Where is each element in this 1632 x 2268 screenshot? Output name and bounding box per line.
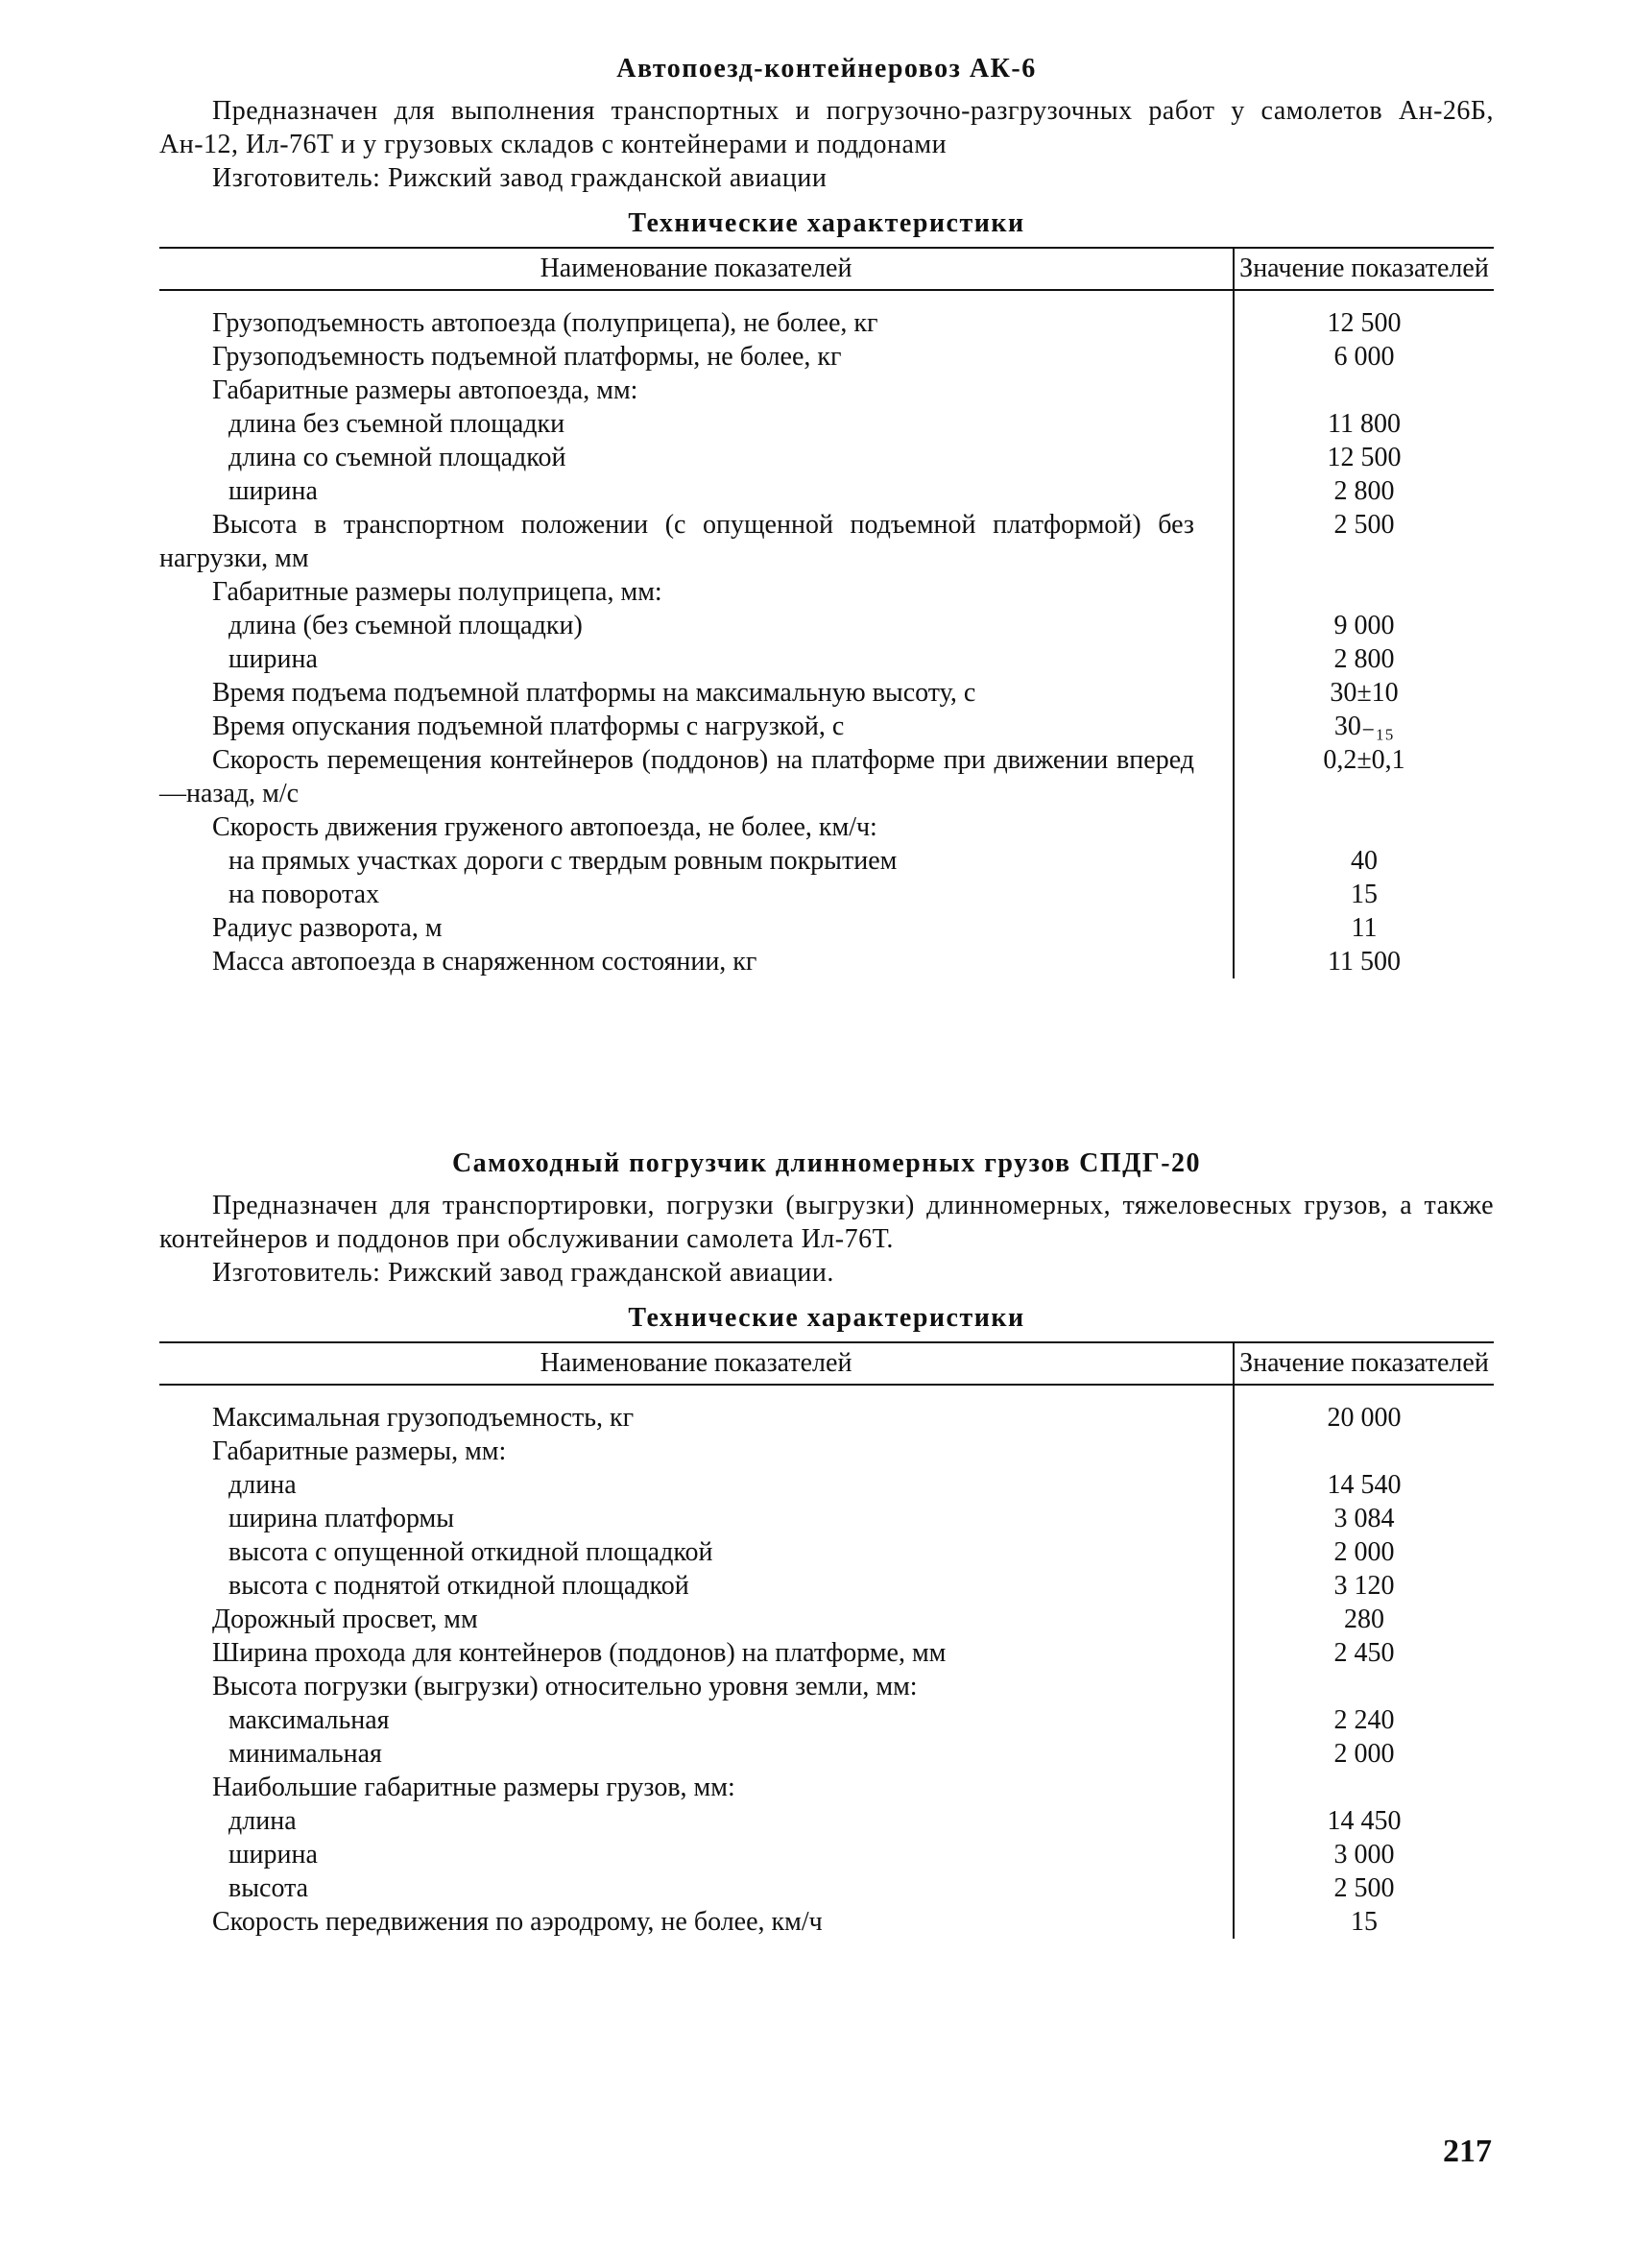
table-row (159, 1737, 1494, 1771)
table-row (159, 810, 1494, 844)
row-name-cell (159, 1905, 1234, 1939)
row-name: высота с поднятой откидной площадкой (228, 1571, 689, 1601)
row-value: 40 (1234, 844, 1494, 878)
table-row (159, 1535, 1494, 1569)
row-value: 15 (1234, 878, 1494, 911)
purpose-text-spdg20: Предназначен для транспортировки, погрузки (выгрузки) длинномерных, тяжеловесных грузов, а также контейнеров и поддонов при обслуживании самолета Ил-76Т. (159, 1191, 1494, 1254)
row-value: 30±10 (1234, 676, 1494, 710)
row-name: Максимальная грузоподъемность, кг (212, 1403, 635, 1433)
row-name: длина (без съемной площадки) (228, 611, 583, 640)
row-name: на прямых участках дороги с твердым ровным покрытием (228, 846, 898, 876)
row-name-cell (159, 1636, 1234, 1670)
row-value: 2 240 (1234, 1703, 1494, 1737)
row-name: Высота в транспортном положении (с опущенной подъемной платформой) без нагрузки, мм (159, 510, 1194, 573)
row-name: Габаритные размеры автопоезда, мм: (212, 375, 638, 405)
row-name: Время опускания подъемной платформы с нагрузкой, с (212, 712, 845, 741)
row-name-cell (159, 642, 1234, 676)
table-caption-ak6: Технические характеристики (628, 208, 1025, 238)
column-header-name: Наименование показателей (540, 1348, 852, 1378)
table-row (159, 1670, 1494, 1703)
row-name: Габаритные размеры, мм: (212, 1436, 507, 1466)
row-name-cell (159, 290, 1234, 340)
row-name-cell (159, 1535, 1234, 1569)
row-name-cell (159, 1603, 1234, 1636)
row-name: Грузоподъемность подъемной платформы, не более, кг (212, 342, 842, 372)
row-value (1234, 575, 1494, 609)
row-name-cell (159, 1771, 1234, 1804)
row-value (1234, 810, 1494, 844)
row-value: 11 800 (1234, 407, 1494, 441)
row-name-cell (159, 575, 1234, 609)
row-value: 20 000 (1234, 1385, 1494, 1435)
row-name-cell (159, 810, 1234, 844)
row-value: 2 800 (1234, 474, 1494, 508)
purpose-text-ak6: Предназначен для выполнения транспортных и погрузочно-разгрузочных работ у самолетов Ан-26Б, Ан-12, Ил-76Т и у грузовых складов с контейнерами и поддонами (159, 96, 1494, 159)
row-name-cell (159, 1737, 1234, 1771)
row-value: 30₋₁₅ (1234, 710, 1494, 743)
table-row (159, 374, 1494, 407)
manufacturer-text-spdg20: Изготовитель: Рижский завод гражданской авиации. (212, 1258, 834, 1288)
table-row (159, 1435, 1494, 1468)
table-row (159, 290, 1494, 340)
row-value: 2 500 (1234, 508, 1494, 575)
row-name: Наибольшие габаритные размеры грузов, мм: (212, 1773, 735, 1802)
page-number: 217 (1443, 2134, 1492, 2169)
table-row (159, 844, 1494, 878)
table-caption-spdg20: Технические характеристики (628, 1303, 1025, 1333)
table-row (159, 642, 1494, 676)
table-row (159, 508, 1494, 575)
table-row (159, 1703, 1494, 1737)
section-title-spdg20: Самоходный погрузчик длинномерных грузов СПДГ-20 (451, 1148, 1202, 1178)
row-name: длина (228, 1470, 297, 1500)
row-name-cell (159, 340, 1234, 374)
row-name: Масса автопоезда в снаряженном состоянии, кг (212, 947, 757, 977)
row-name: ширина платформы (228, 1504, 455, 1533)
row-value: 14 450 (1234, 1804, 1494, 1838)
row-name-cell (159, 609, 1234, 642)
row-value: 3 120 (1234, 1569, 1494, 1603)
row-value: 3 000 (1234, 1838, 1494, 1871)
row-name: длина со съемной площадкой (228, 443, 566, 472)
section-title-ak6: Автопоезд-контейнеровоз АК-6 (616, 54, 1037, 84)
table-row (159, 676, 1494, 710)
table-row (159, 945, 1494, 978)
row-name-cell (159, 1502, 1234, 1535)
table-row (159, 1502, 1494, 1535)
column-header-value: Значение показателей (1234, 1342, 1494, 1385)
table-row (159, 1468, 1494, 1502)
row-name: Время подъема подъемной платформы на максимальную высоту, с (212, 678, 976, 708)
row-value: 2 500 (1234, 1871, 1494, 1905)
table-row (159, 441, 1494, 474)
row-name-cell (159, 1703, 1234, 1737)
table-row (159, 575, 1494, 609)
row-value: 0,2±0,1 (1234, 743, 1494, 810)
row-value (1234, 1670, 1494, 1703)
spec-table-body-ak6 (159, 290, 1494, 978)
row-name: высота с опущенной откидной площадкой (228, 1537, 713, 1567)
row-name: ширина (228, 1840, 318, 1870)
row-name: минимальная (228, 1739, 382, 1769)
table-row (159, 1385, 1494, 1435)
table-row (159, 474, 1494, 508)
row-name: Скорость передвижения по аэродрому, не более, км/ч (212, 1907, 823, 1937)
table-row (159, 1804, 1494, 1838)
row-name-cell (159, 676, 1234, 710)
row-name: на поворотах (228, 880, 380, 909)
row-value: 2 450 (1234, 1636, 1494, 1670)
row-name-cell (159, 1838, 1234, 1871)
row-name: Дорожный просвет, мм (212, 1604, 478, 1634)
row-value: 2 000 (1234, 1535, 1494, 1569)
column-header-name: Наименование показателей (540, 253, 852, 283)
row-name: ширина (228, 644, 318, 674)
row-name: Высота погрузки (выгрузки) относительно уровня земли, мм: (212, 1672, 918, 1701)
section-ak6 (159, 54, 1494, 978)
spec-table-spdg20 (159, 1341, 1494, 1939)
table-row (159, 878, 1494, 911)
row-name: Грузоподъемность автопоезда (полуприцепа), не более, кг (212, 308, 878, 338)
table-row (159, 1871, 1494, 1905)
table-row (159, 710, 1494, 743)
row-value: 2 000 (1234, 1737, 1494, 1771)
row-value: 12 500 (1234, 290, 1494, 340)
table-row (159, 1771, 1494, 1804)
row-value: 12 500 (1234, 441, 1494, 474)
row-name-cell (159, 474, 1234, 508)
table-row (159, 609, 1494, 642)
row-name-cell (159, 911, 1234, 945)
row-name-cell (159, 1670, 1234, 1703)
table-row (159, 1569, 1494, 1603)
row-value: 6 000 (1234, 340, 1494, 374)
row-name-cell (159, 441, 1234, 474)
row-name-cell (159, 508, 1234, 575)
table-row (159, 1603, 1494, 1636)
row-name: Ширина прохода для контейнеров (поддонов) на платформе, мм (212, 1638, 947, 1668)
row-name-cell (159, 945, 1234, 978)
table-row (159, 1636, 1494, 1670)
row-name: длина без съемной площадки (228, 409, 565, 439)
row-name-cell (159, 743, 1234, 810)
row-value (1234, 1771, 1494, 1804)
table-row (159, 1905, 1494, 1939)
row-name-cell (159, 878, 1234, 911)
row-name-cell (159, 1435, 1234, 1468)
table-row (159, 911, 1494, 945)
row-value: 2 800 (1234, 642, 1494, 676)
spec-table-ak6 (159, 247, 1494, 978)
row-name-cell (159, 1871, 1234, 1905)
row-value: 3 084 (1234, 1502, 1494, 1535)
row-name-cell (159, 374, 1234, 407)
row-name: Скорость перемещения контейнеров (поддонов) на платформе при движении вперед—назад, м/с (159, 745, 1194, 808)
row-name: Радиус разворота, м (212, 913, 443, 943)
spec-table-body-spdg20 (159, 1385, 1494, 1939)
row-value: 11 (1234, 911, 1494, 945)
row-name-cell (159, 1468, 1234, 1502)
row-name-cell (159, 1804, 1234, 1838)
row-value: 9 000 (1234, 609, 1494, 642)
table-row (159, 743, 1494, 810)
row-name: максимальная (228, 1705, 390, 1735)
row-name-cell (159, 1569, 1234, 1603)
row-value: 14 540 (1234, 1468, 1494, 1502)
row-name-cell (159, 844, 1234, 878)
row-value (1234, 374, 1494, 407)
row-name-cell (159, 407, 1234, 441)
section-spdg20 (159, 1148, 1494, 1939)
row-value (1234, 1435, 1494, 1468)
table-row (159, 340, 1494, 374)
row-value: 15 (1234, 1905, 1494, 1939)
manufacturer-text-ak6: Изготовитель: Рижский завод гражданской авиации (212, 163, 828, 193)
row-value: 280 (1234, 1603, 1494, 1636)
row-name-cell (159, 1385, 1234, 1435)
row-name: длина (228, 1806, 297, 1836)
row-name: Габаритные размеры полуприцепа, мм: (212, 577, 662, 607)
row-name: Скорость движения груженого автопоезда, не более, км/ч: (212, 812, 877, 842)
table-row (159, 1838, 1494, 1871)
table-row (159, 407, 1494, 441)
row-name-cell (159, 710, 1234, 743)
row-value: 11 500 (1234, 945, 1494, 978)
column-header-value: Значение показателей (1234, 248, 1494, 290)
row-name: ширина (228, 476, 318, 506)
row-name: высота (228, 1873, 309, 1903)
